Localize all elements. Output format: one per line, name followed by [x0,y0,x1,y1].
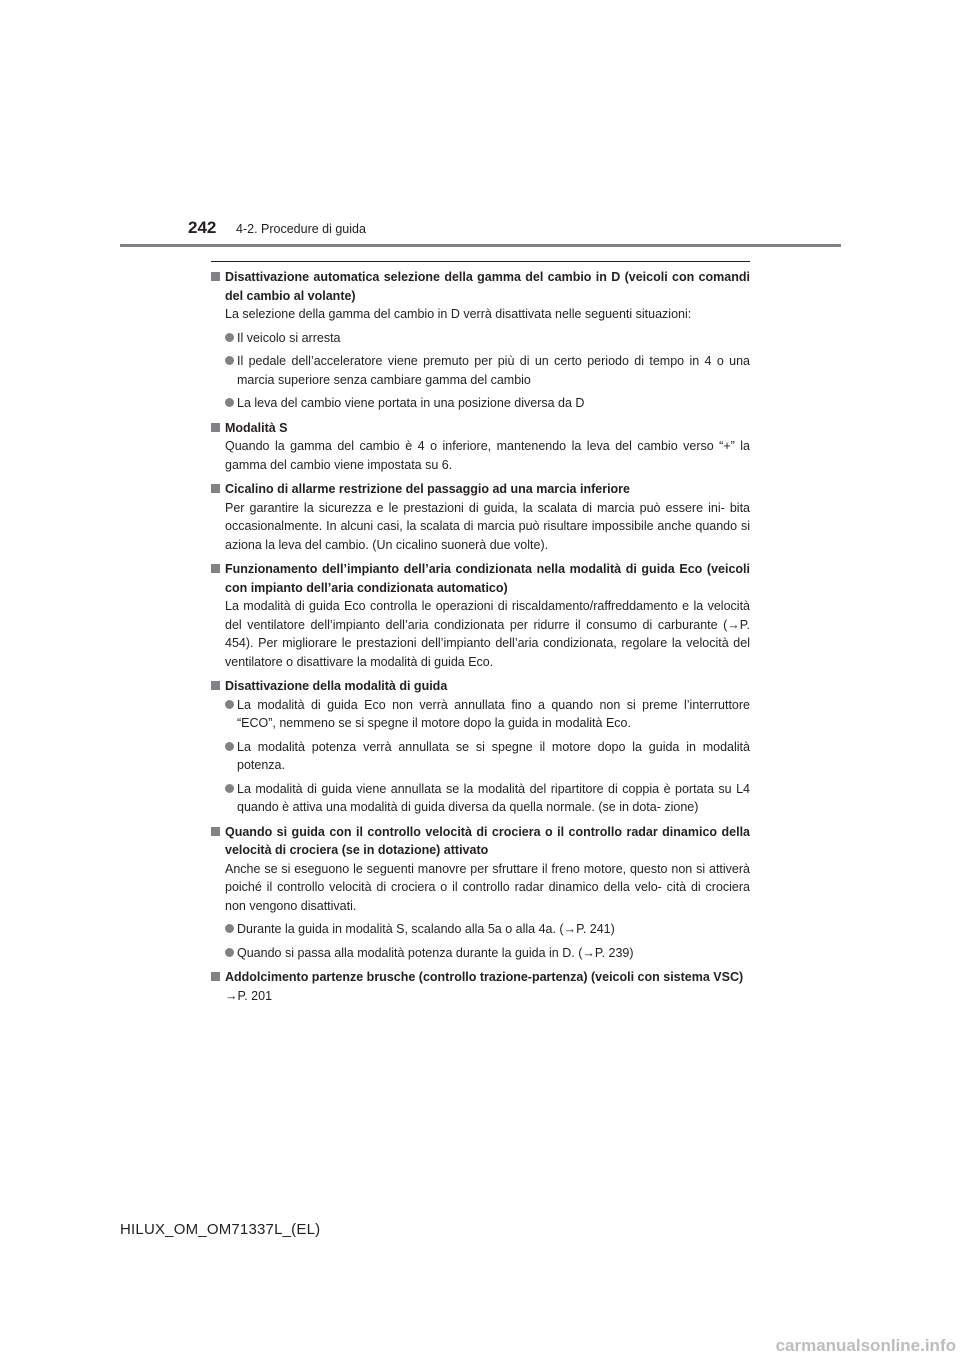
section-heading-text: Disattivazione della modalità di guida [225,679,448,693]
header-rule [120,244,841,247]
list-item [211,394,750,413]
round-bullet-icon [225,948,234,957]
list-item-text: La modalità di guida Eco non verrà annullata fino a quando non si preme l’interruttore “ECO”, nemmeno se si spegne il motore dopo la guida in modalità Eco. [237,697,750,730]
round-bullet-icon [225,398,234,407]
section [211,560,750,671]
square-bullet-icon [211,272,220,281]
section-heading-text: Addolcimento partenze brusche (controllo trazione-partenza) (veicoli con sistema VSC) [225,970,744,984]
page-reference[interactable]: →P. 201 [225,988,273,1003]
list-item-text: Quando si passa alla modalità potenza durante la guida in D. (→P. 239) [237,945,634,960]
document-code: HILUX_OM_OM71337L_(EL) [120,1221,321,1238]
square-bullet-icon [211,827,220,836]
section-paragraph: La selezione della gamma del cambio in D verrà disattivata nelle seguenti situazioni: [225,307,692,321]
section [211,968,750,1005]
section-heading-text: Cicalino di allarme restrizione del passaggio ad una marcia inferiore [225,482,630,496]
list-item [211,920,750,939]
list-item-text: La modalità potenza verrà annullata se si spegne il motore dopo la guida in modalità potenza. [237,739,750,772]
list-item-text: Il veicolo si arresta [237,330,341,345]
section-heading-text: Disattivazione automatica selezione della gamma del cambio in D (veicoli con comandi del cambio al volante) [225,270,750,303]
section-heading [211,823,750,860]
watermark: carmanualsonline.info [775,1336,956,1355]
section [211,677,750,817]
section-heading-text: Funzionamento dell’impianto dell’aria condizionata nella modalità di guida Eco (veicoli con impianto dell’aria condizionata automatico) [225,562,750,595]
list-item-text: Il pedale dell’acceleratore viene premuto per più di un certo periodo di tempo in 4 o una marcia superiore senza cambiare gamma del cambio [237,354,750,387]
section [211,823,750,963]
content [211,268,750,1011]
list-item-text: La leva del cambio viene portata in una posizione diversa da D [237,396,585,410]
square-bullet-icon [211,681,220,690]
section-heading [211,968,750,987]
section-paragraph: La modalità di guida Eco controlla le operazioni di riscaldamento/raffreddamento e la velocità del ventilatore dell’impianto dell’aria condizionata per ridurre il consumo di carburante (→P. 454). Per migliorare le prestazioni dell’impianto dell’aria condizionata, regolare la velocità del ventilatore o disattivare la modalità di guida Eco. [225,599,750,669]
section-heading-text: Quando si guida con il controllo velocità di crociera o il controllo radar dinamico della velocità di crociera (se in dotazione) attivato [225,824,750,857]
section [211,419,750,475]
section [211,268,750,413]
round-bullet-icon [225,333,234,342]
list-item-text: La modalità di guida viene annullata se la modalità del ripartitore di coppia è portata su L4 quando è attiva una modalità di guida diversa da quella normale. (se in dota- zione) [237,781,750,814]
list-item [211,352,750,389]
list-item-text: Durante la guida in modalità S, scalando alla 5a o alla 4a. (→P. 241) [237,922,615,936]
round-bullet-icon [225,784,234,793]
content-rule [211,261,750,262]
section-heading [211,419,750,438]
list-item [211,696,750,733]
section-heading [211,560,750,597]
list-item [211,944,750,963]
square-bullet-icon [211,484,220,493]
square-bullet-icon [211,423,220,432]
square-bullet-icon [211,564,220,573]
section-heading-text: Modalità S [225,420,288,435]
section-paragraph: Quando la gamma del cambio è 4 o inferiore, mantenendo la leva del cambio verso “+” la gamma del cambio viene impostata su 6. [225,439,750,472]
section-heading [211,480,750,499]
list-item [211,738,750,775]
square-bullet-icon [211,972,220,981]
page-number: 242 [188,218,217,237]
section [211,480,750,554]
round-bullet-icon [225,742,234,751]
list-item [211,329,750,348]
section-heading [211,268,750,305]
list-item [211,780,750,817]
section-heading [211,677,750,696]
round-bullet-icon [225,924,234,933]
round-bullet-icon [225,356,234,365]
section-paragraph: Per garantire la sicurezza e le prestazioni di guida, la scalata di marcia può essere ini- bita occasionalmente. In alcuni casi, la scalata di marcia può risultare impossibile anche quando si aziona la leva del cambio. (Un cicalino suonerà due volte). [225,500,750,552]
round-bullet-icon [225,700,234,709]
section-paragraph: Anche se si eseguono le seguenti manovre per sfruttare il freno motore, questo non si attiverà poiché il controllo velocità di crociera o il controllo radar dinamico della velo- cità di crociera non vengono disattivati. [225,861,750,913]
section-title: 4-2. Procedure di guida [236,222,366,236]
